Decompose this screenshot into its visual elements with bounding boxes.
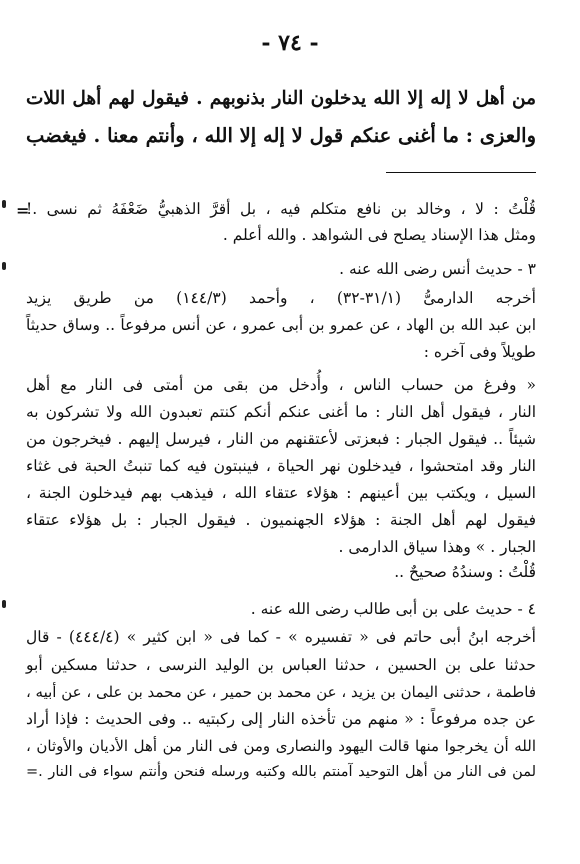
page-number: - ٧٤ - — [261, 30, 319, 56]
footnote-line: فيقول لهم أهل الجنة : هؤلاء الجهنميون . فيقول الجبار : بل هؤلاء عتقاء — [26, 511, 536, 529]
footnote-line: لمن فى النار من أهل التوحيد آمنتم بالله وكتبه ورسله فنحن وأنتم سواء فى النار .= — [26, 764, 536, 780]
footnote-line: ابن عبد الله بن الهاد ، عن عمرو بن أبى عمرو ، عن أنس مرفوعاً .. وساق حديثاً — [26, 316, 536, 334]
scan-edge-speck — [2, 200, 6, 208]
footnote-line: الجبار . » وهذا سياق الدارمى . — [338, 538, 536, 556]
footnote-line: أخرجه الدارمىُّ (٣١/١-٣٢) ، وأحمد (١٤٤/٣) من طريق يزيد — [26, 289, 536, 307]
footnote-line: فاطمة ، حدثنى اليمان بن يزيد ، عن محمد بن حمير ، عن محمد بن على ، عن أبيه ، — [25, 683, 536, 701]
footnote-line: الله أن يخرجوا منها قالت اليهود والنصارى ومن فى النار من أهل الأديان والأوثان ، — [26, 737, 536, 755]
scan-edge-speck — [2, 600, 6, 608]
footnote-line: ومثل هذا الإسناد يصلح فى الشواهد . والله أعلم . — [222, 226, 536, 244]
footnote-line: قُلْتُ : لا ، وخالد بن نافع متكلم فيه ، بل أقرَّ الذهبيُّ ضَعْفَهُ ثم نسى .! — [26, 200, 536, 218]
footnote-line: شيئاً .. فيقول الجبار : فبعزتى لأعتقنهم من النار ، فيرسل إليهم . فيخرجون من — [26, 430, 536, 448]
footnote-line: قُلْتُ : وسندُهُ صحيحٌ .. — [394, 563, 536, 581]
section-heading: ٤ - حديث على بن أبى طالب رضى الله عنه . — [250, 600, 536, 618]
footnote-line: حدثنا على بن الحسين ، حدثنا العباس بن الوليد النرسى ، حدثنا مسكين أبو — [26, 656, 536, 674]
section-heading: ٣ - حديث أنس رضى الله عنه . — [339, 260, 536, 278]
footnote-line: النار وقد امتحشوا ، فيدخلون نهر الحياة ، فينبتون فيه كما تنبتُ الحبة فى غثاء — [26, 457, 536, 475]
footnote-separator — [386, 172, 536, 173]
footnote-line: أخرجه ابنُ أبى حاتم فى « تفسيره » - كما فى « ابن كثير » (٤٤٤/٤) - قال — [26, 628, 536, 646]
footnote-continuation-mark: = — [16, 201, 30, 220]
main-text-line: والعزى : ما أغنى عنكم قول لا إله إلا الله ، وأنتم معنا . فيغضب — [26, 124, 536, 147]
footnote-line: عن جده مرفوعاً : « منهم من تأخذه النار إلى ركبتيه .. وفى الحديث : فإذا أراد — [26, 710, 536, 728]
footnote-line: « وفرغ من حساب الناس ، وأُدخل من بقى من أمتى فى النار مع أهل — [26, 376, 536, 394]
footnote-line: السيل ، ويكتب بين أعينهم : هؤلاء عتقاء الله ، فيذهب بهم فيدخلون الجنة ، — [26, 484, 536, 502]
footnote-line: النار ، فيقول أهل النار : ما أغنى عنكم أنكم كنتم تعبدون الله ولا تشركون به — [26, 403, 536, 421]
main-text-line: من أهل لا إله إلا الله يدخلون النار بذنوبهم . فيقول لهم أهل اللات — [26, 88, 536, 109]
footnote-line: طويلاً وفى آخره : — [423, 343, 536, 361]
scan-edge-speck — [2, 262, 6, 270]
